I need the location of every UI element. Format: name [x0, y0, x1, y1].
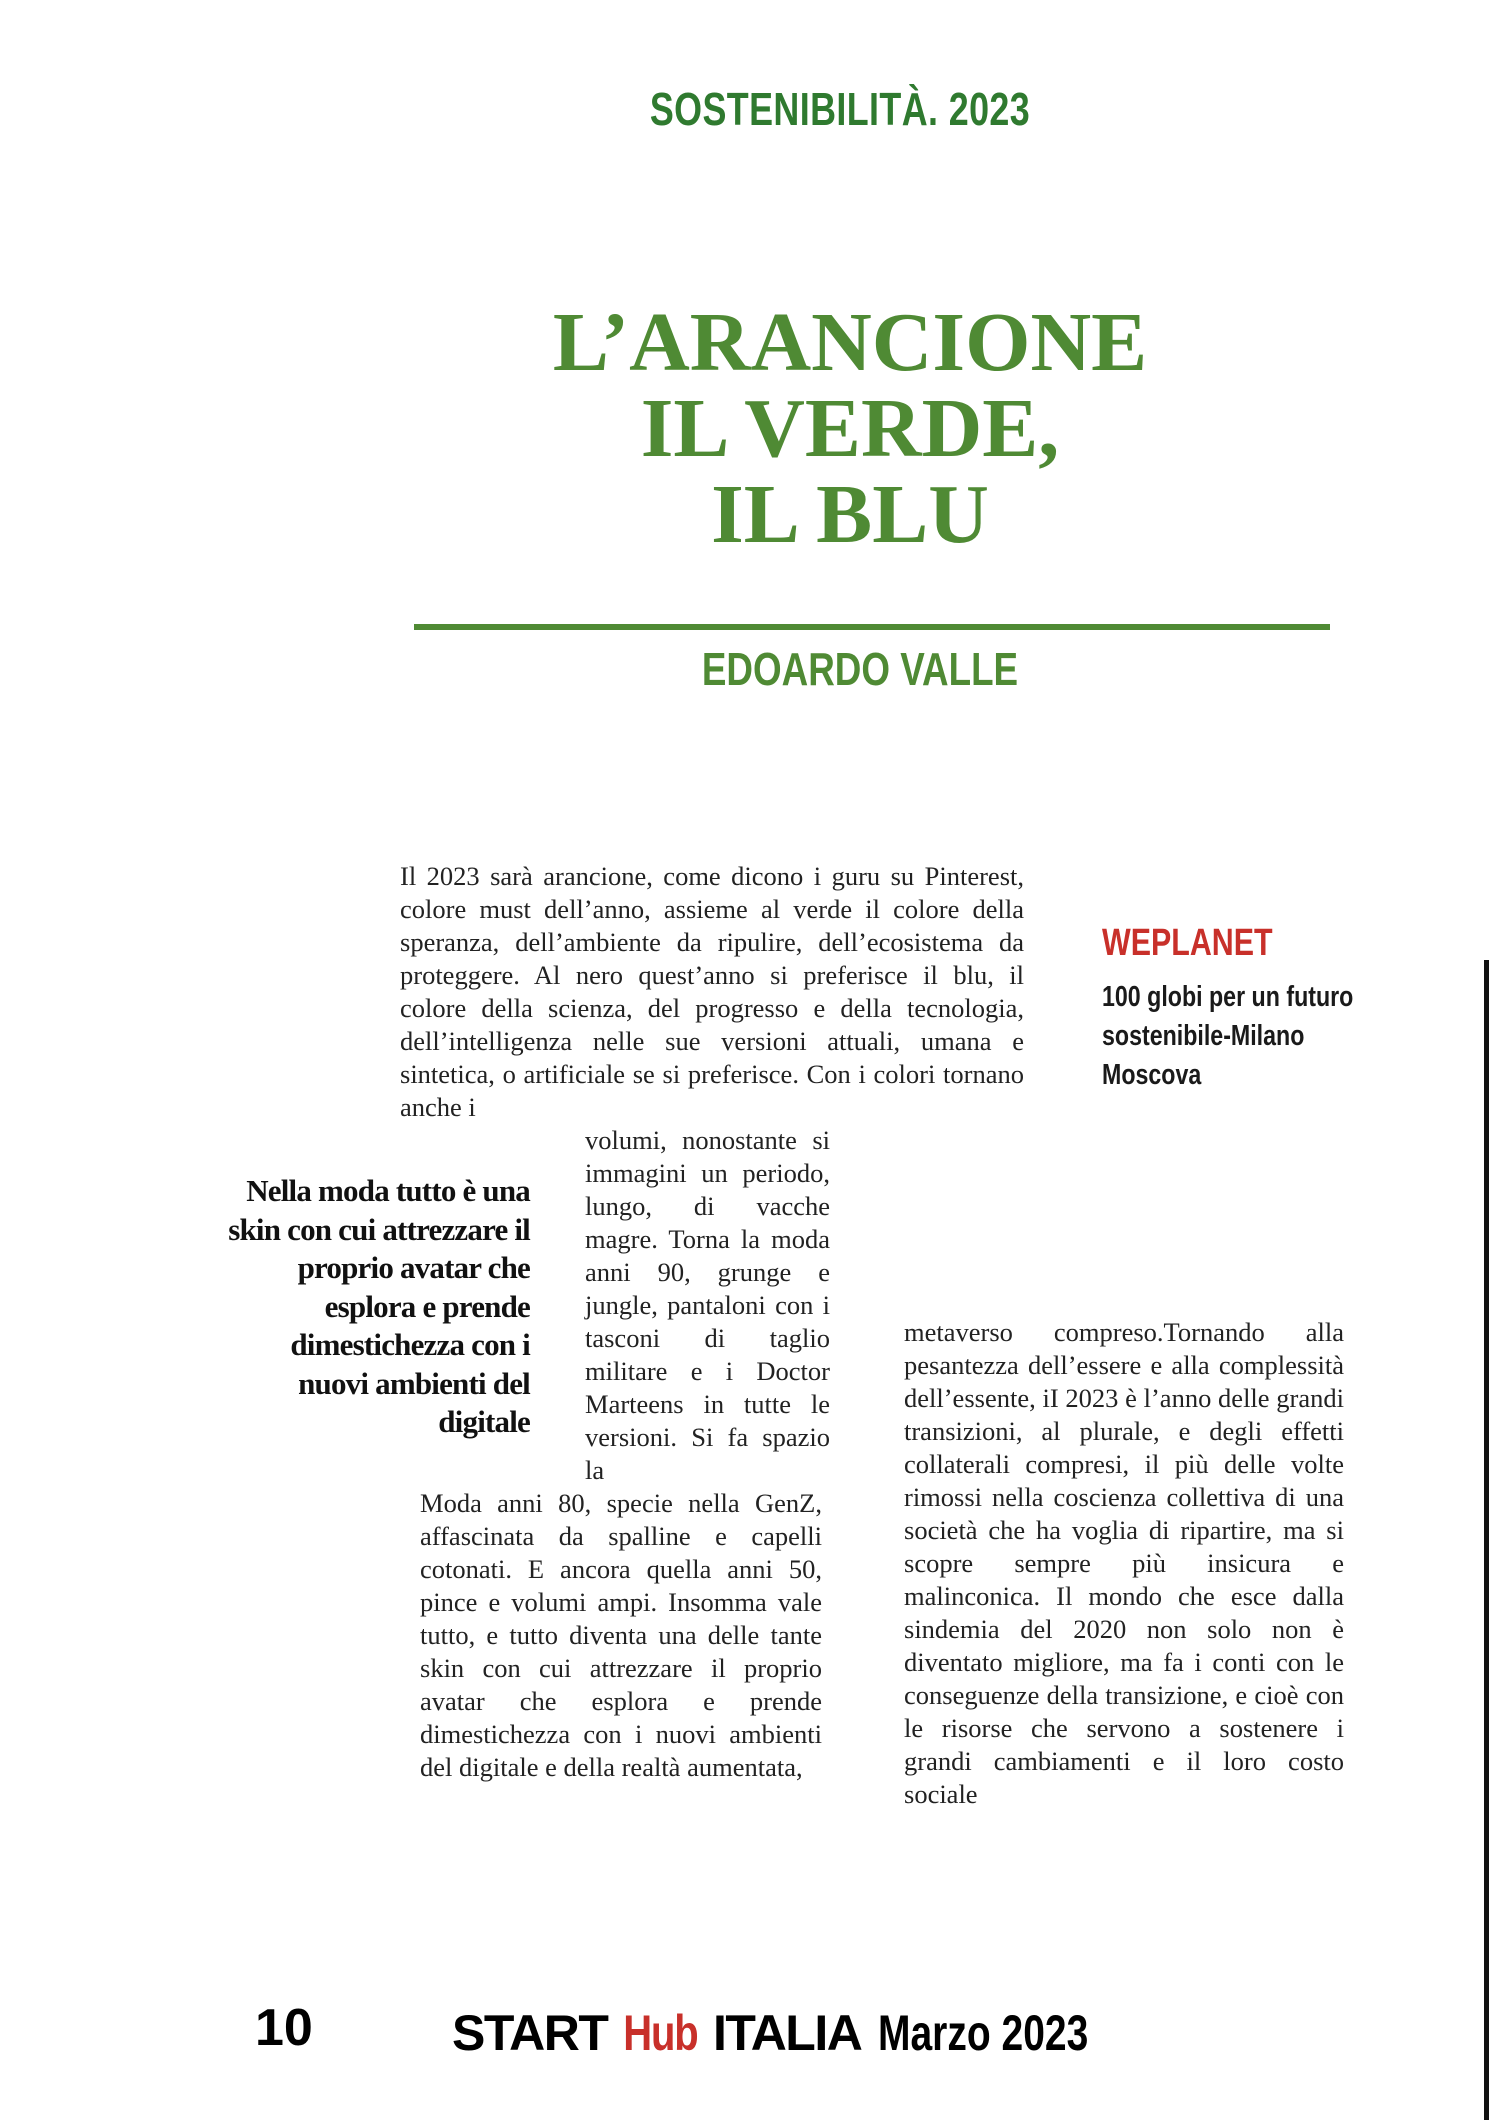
issue-date: Marzo 2023 [878, 2005, 1089, 2061]
headline-divider [414, 624, 1330, 630]
masthead-hub: Hub [623, 2005, 698, 2061]
headline-line-3: IL BLU [711, 468, 989, 561]
author-byline: EDOARDO VALLE [701, 643, 1019, 695]
sidebar-text: 100 globi per un futuro sostenibile-Milano Moscova [1102, 981, 1354, 1091]
article-headline [450, 296, 1250, 561]
article-body-part-1: Il 2023 sarà arancione, come dicono i guru su Pinterest, colore must dell’anno, assieme al verde il colore della speranza, dell’ambiente da ripulire, dell’ecosistema da proteggere. Al nero quest’anno si preferisce il blu, il colore della scienza, del progresso e della tecnologia, dell’intelligenza nelle sue versioni attuali, umana e sintetica, o artificiale se si preferisce. Con i colori tornano anche i [400, 861, 1024, 1122]
article-body-part-2: volumi, nonostante si immagini un periodo, lungo, di vacche magre. Torna la moda anni 90, grunge e jungle, pantaloni con i tasconi di taglio militare e i Doctor Marteens in tutte le versioni. Si fa spazio la [585, 1125, 830, 1485]
masthead-italia: ITALIA [712, 2005, 862, 2061]
section-kicker: SOSTENIBILITÀ. 2023 [649, 83, 1031, 135]
article-body-part-4: metaverso compreso.Tornando alla pesantezza dell’essere e alla complessità dell’essente, iI 2023 è l’anno delle grandi transizioni, al plurale, e degli effetti collaterali compresi, il più delle volte rimossi nella coscienza collettiva di una società che ha voglia di ripartire, ma si scopre sempre più insicura e malinconica. Il mondo che esce dalla sindemia del 2020 non solo non è diventato migliore, ma fa i conti con le conseguenze della transizione, e cioè con le risorse che servono a sostenere i grandi cambiamenti e il loro costo sociale [904, 1317, 1344, 1809]
headline-line-2: IL VERDE, [640, 382, 1060, 475]
magazine-masthead [452, 2004, 861, 2062]
page-number: 10 [255, 1999, 313, 2057]
masthead-start: START [452, 2005, 608, 2061]
article-body-part-3: Moda anni 80, specie nella GenZ, affascinata da spalline e capelli cotonati. E ancora quella anni 50, pince e volumi ampi. Insomma vale tutto, e tutto diventa una delle tante skin con cui attrezzare il proprio avatar che esplora e prende dimestichezza con i nuovi ambienti del digitale e della realtà aumentata, [420, 1488, 822, 1782]
page-edge-bar [1484, 960, 1489, 2120]
sidebar-title: WEPLANET [1102, 922, 1273, 964]
headline-line-1: L’ARANCIONE [552, 296, 1148, 389]
pull-quote: Nella moda tutto è una skin con cui attrezzare il proprio avatar che esplora e prende dimestichezza con i nuovi ambienti del digitale [228, 1173, 530, 1439]
